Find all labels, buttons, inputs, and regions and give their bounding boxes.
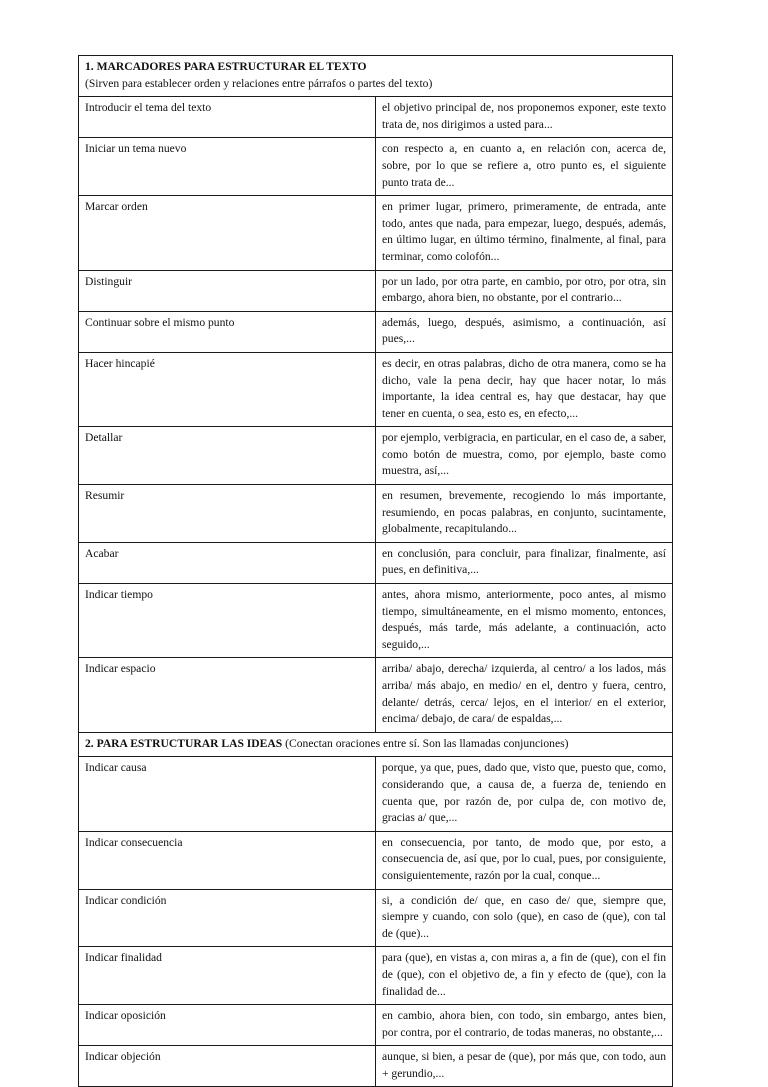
row-term: Resumir (79, 485, 376, 543)
row-term: Indicar finalidad (79, 947, 376, 1005)
table-row (79, 757, 673, 831)
table-row (79, 831, 673, 889)
row-term: Indicar condición (79, 889, 376, 947)
table-row (79, 97, 673, 138)
table-row (79, 270, 673, 311)
row-examples: es decir, en otras palabras, dicho de otra manera, como se ha dicho, vale la pena decir, hay que hacer notar, lo más importante, la idea central es, hay que destacar, hay que tener en cuenta, o sea, esto es, en efecto,... (376, 352, 673, 426)
section-subtitle: (Conectan oraciones entre sí. Son las llamadas conjunciones) (285, 736, 569, 750)
row-examples: por ejemplo, verbigracia, en particular, en el caso de, a saber, como botón de muestra, como, por ejemplo, baste como muestra, así,... (376, 427, 673, 485)
row-examples: además, luego, después, asimismo, a continuación, así pues,... (376, 311, 673, 352)
table-row (79, 352, 673, 426)
row-examples: en cambio, ahora bien, con todo, sin embargo, antes bien, por contra, por el contrario, de todas maneras, no obstante,... (376, 1005, 673, 1046)
row-term: Iniciar un tema nuevo (79, 138, 376, 196)
table-row (79, 584, 673, 658)
row-term: Indicar causa (79, 757, 376, 831)
row-term: Continuar sobre el mismo punto (79, 311, 376, 352)
section-header-row (79, 732, 673, 757)
row-term: Introducir el tema del texto (79, 97, 376, 138)
row-term: Indicar objeción (79, 1046, 376, 1087)
section-header-row (79, 56, 673, 97)
row-examples: en consecuencia, por tanto, de modo que, por esto, a consecuencia de, así que, por lo cual, pues, por consiguiente, consiguientemente, razón por la cual, conque... (376, 831, 673, 889)
row-term: Indicar oposición (79, 1005, 376, 1046)
section-header (79, 732, 673, 757)
row-term: Indicar espacio (79, 658, 376, 732)
table-row (79, 196, 673, 270)
section-header (79, 56, 673, 97)
row-examples: aunque, si bien, a pesar de (que), por más que, con todo, aun + gerundio,... (376, 1046, 673, 1087)
row-term: Indicar tiempo (79, 584, 376, 658)
row-term: Detallar (79, 427, 376, 485)
row-examples: antes, ahora mismo, anteriormente, poco antes, al mismo tiempo, simultáneamente, en el mismo momento, entonces, después, más tarde, más adelante, a continuación, acto seguido,... (376, 584, 673, 658)
row-term: Marcar orden (79, 196, 376, 270)
row-examples: en conclusión, para concluir, para finalizar, finalmente, así pues, en definitiva,... (376, 542, 673, 583)
connectors-table (78, 55, 673, 1087)
section-subtitle: (Sirven para establecer orden y relaciones entre párrafos o partes del texto) (85, 76, 433, 90)
row-examples: con respecto a, en cuanto a, en relación con, acerca de, sobre, por lo que se refiere a, otro punto es, el siguiente punto trata de... (376, 138, 673, 196)
table-row (79, 1005, 673, 1046)
row-examples: porque, ya que, pues, dado que, visto que, puesto que, como, considerando que, a causa de, a fuerza de, teniendo en cuenta que, por razón de, por culpa de, con motivo de, gracias a/ que,... (376, 757, 673, 831)
row-examples: para (que), en vistas a, con miras a, a fin de (que), con el fin de (que), con el objetivo de, a fin y efecto de (que), con la finalidad de... (376, 947, 673, 1005)
row-examples: en resumen, brevemente, recogiendo lo más importante, resumiendo, en pocas palabras, en conjunto, sucintamente, globalmente, recapitulando... (376, 485, 673, 543)
table-row (79, 485, 673, 543)
table-row (79, 947, 673, 1005)
row-examples: arriba/ abajo, derecha/ izquierda, al centro/ a los lados, más arriba/ más abajo, en medio/ en el, dentro y fuera, centro, delante/ detrás, cerca/ lejos, en el interior/ en el exterior, encima/ debajo, de cara/ de espaldas,... (376, 658, 673, 732)
row-term: Acabar (79, 542, 376, 583)
row-term: Indicar consecuencia (79, 831, 376, 889)
row-examples: el objetivo principal de, nos proponemos exponer, este texto trata de, nos dirigimos a usted para... (376, 97, 673, 138)
table-row (79, 889, 673, 947)
table-row (79, 1046, 673, 1087)
table-row (79, 542, 673, 583)
table-row (79, 658, 673, 732)
table-row (79, 311, 673, 352)
row-examples: por un lado, por otra parte, en cambio, por otro, por otra, sin embargo, ahora bien, no obstante, por el contrario... (376, 270, 673, 311)
table-row (79, 138, 673, 196)
section-title: 2. PARA ESTRUCTURAR LAS IDEAS (85, 736, 283, 750)
section-title: 1. MARCADORES PARA ESTRUCTURAR EL TEXTO (85, 60, 367, 73)
row-examples: si, a condición de/ que, en caso de/ que, siempre que, siempre y cuando, con solo (que), en caso de (que), con tal de (que)... (376, 889, 673, 947)
row-term: Hacer hincapié (79, 352, 376, 426)
row-examples: en primer lugar, primero, primeramente, de entrada, ante todo, antes que nada, para empezar, luego, después, además, en último lugar, en último término, finalmente, al final, para terminar, como colofón... (376, 196, 673, 270)
row-term: Distinguir (79, 270, 376, 311)
document-page (78, 55, 673, 1087)
table-row (79, 427, 673, 485)
